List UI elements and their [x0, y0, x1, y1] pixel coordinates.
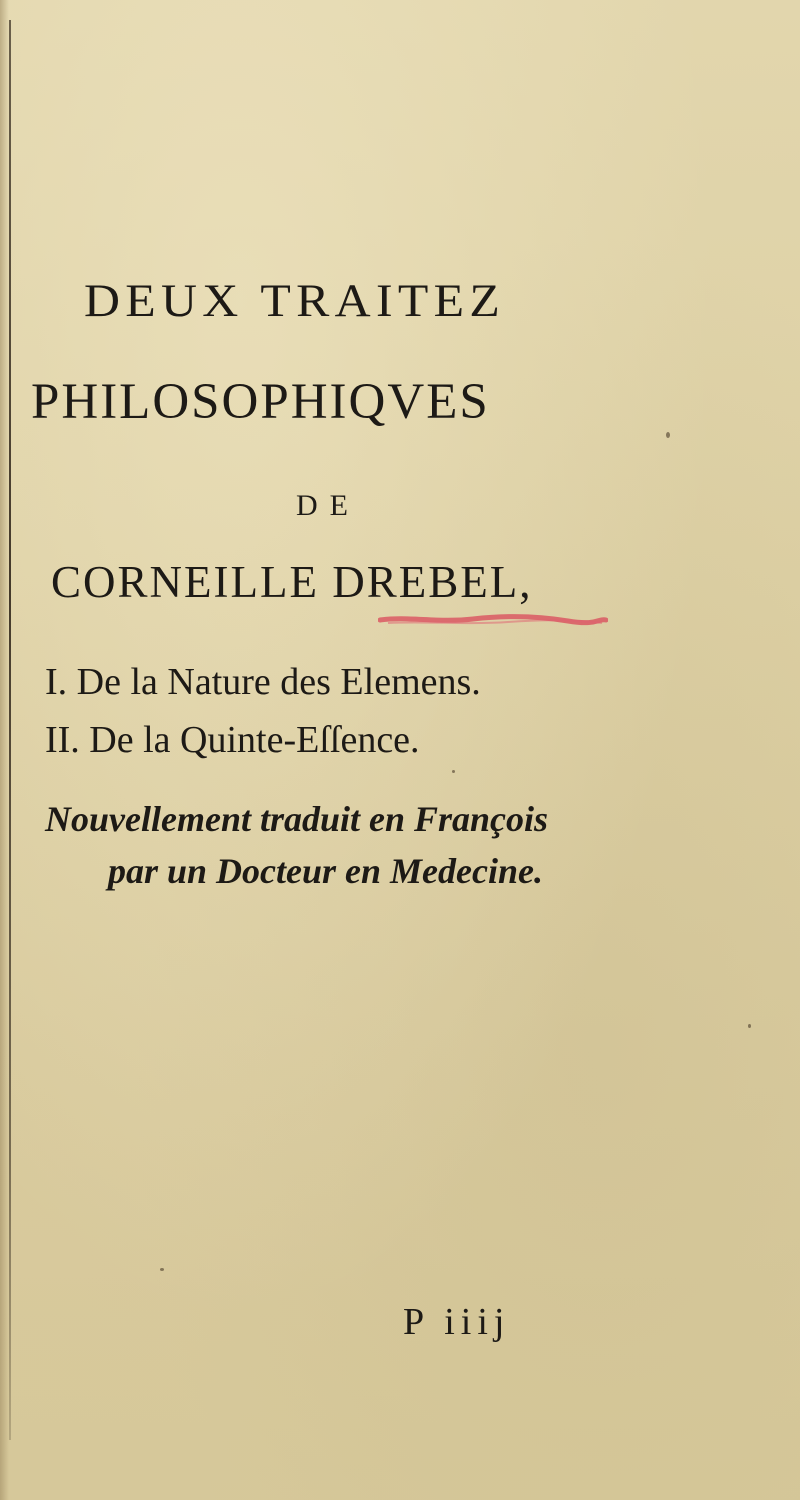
translator-note-line-2: par un Docteur en Medecine.: [108, 851, 543, 891]
contents-item-2: II. De la Quinte-Eſſence.: [45, 719, 420, 761]
ink-speck: [748, 1024, 751, 1028]
gutter-shadow: [0, 0, 9, 1500]
contents-item-1: I. De la Nature des Elemens.: [45, 661, 481, 703]
ink-speck: [160, 1268, 164, 1271]
translator-note-line-1: Nouvellement traduit en François: [45, 799, 549, 839]
ink-speck: [666, 432, 670, 438]
gutter-line: [9, 20, 11, 1440]
title-line-2: PHILOSOPHIQVES: [31, 374, 490, 430]
title-line-3: DE: [296, 489, 360, 522]
ink-speck: [452, 770, 455, 773]
signature-mark: P iiij: [403, 1301, 511, 1343]
title-line-1: DEUX TRAITEZ: [84, 275, 506, 327]
red-ink-underline: [378, 612, 608, 628]
author-line: CORNEILLE DREBEL,: [51, 557, 533, 607]
